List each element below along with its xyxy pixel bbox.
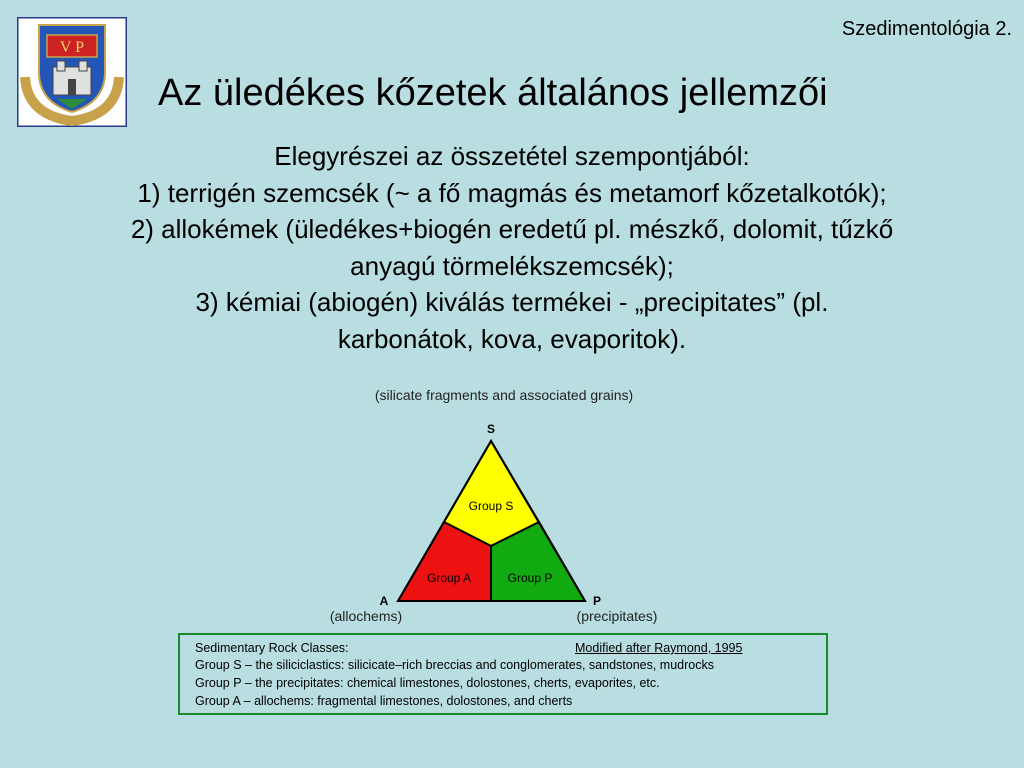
group-p-label: Group P — [507, 571, 553, 585]
group-a-label: Group A — [426, 571, 472, 585]
page-title: Az üledékes kőzetek általános jellemzői — [158, 72, 828, 114]
body-line: Elegyrészei az összetétel szempontjából: — [274, 141, 750, 171]
course-label: Szedimentológia 2. — [841, 18, 1012, 40]
top-caption: (silicate fragments and associated grains) — [374, 387, 634, 403]
caption-allochems: (allochems) — [329, 608, 403, 624]
vertex-p-label: P — [592, 594, 602, 608]
group-s-label: Group S — [468, 499, 514, 513]
caption-precipitates: (precipitates) — [576, 608, 658, 624]
body-line: karbonátok, kova, evaporitok). — [337, 323, 687, 354]
body-line: 3) kémiai (abiogén) kiválás termékei - „precipitates” (pl. — [195, 287, 829, 317]
rock-classes-legend — [178, 633, 828, 715]
legend-source: Modified after Raymond, 1995 — [575, 641, 743, 655]
body-line: anyagú törmelékszemcsék); — [350, 250, 674, 281]
body-line: 1) terrigén szemcsék (~ a fő magmás és metamorf kőzetalkotók); — [137, 177, 887, 208]
legend-row-s: Group S – the siliciclastics: silicicate–rich breccias and conglomerates, sandstones, mudrocks — [195, 658, 714, 672]
legend-heading: Sedimentary Rock Classes: — [195, 641, 349, 655]
vertex-a-label: A — [379, 594, 389, 608]
legend-row-a: Group A – allochems: fragmental limestones, dolostones, and cherts — [195, 694, 573, 708]
logo-letters: V P — [59, 39, 85, 56]
body-line: 2) allokémek (üledékes+biogén eredetű pl. mészkő, dolomit, tűzkő — [130, 214, 894, 244]
vertex-s-label: S — [486, 422, 496, 436]
legend-row-p: Group P – the precipitates: chemical limestones, dolostones, cherts, evaporites, etc. — [195, 676, 660, 690]
